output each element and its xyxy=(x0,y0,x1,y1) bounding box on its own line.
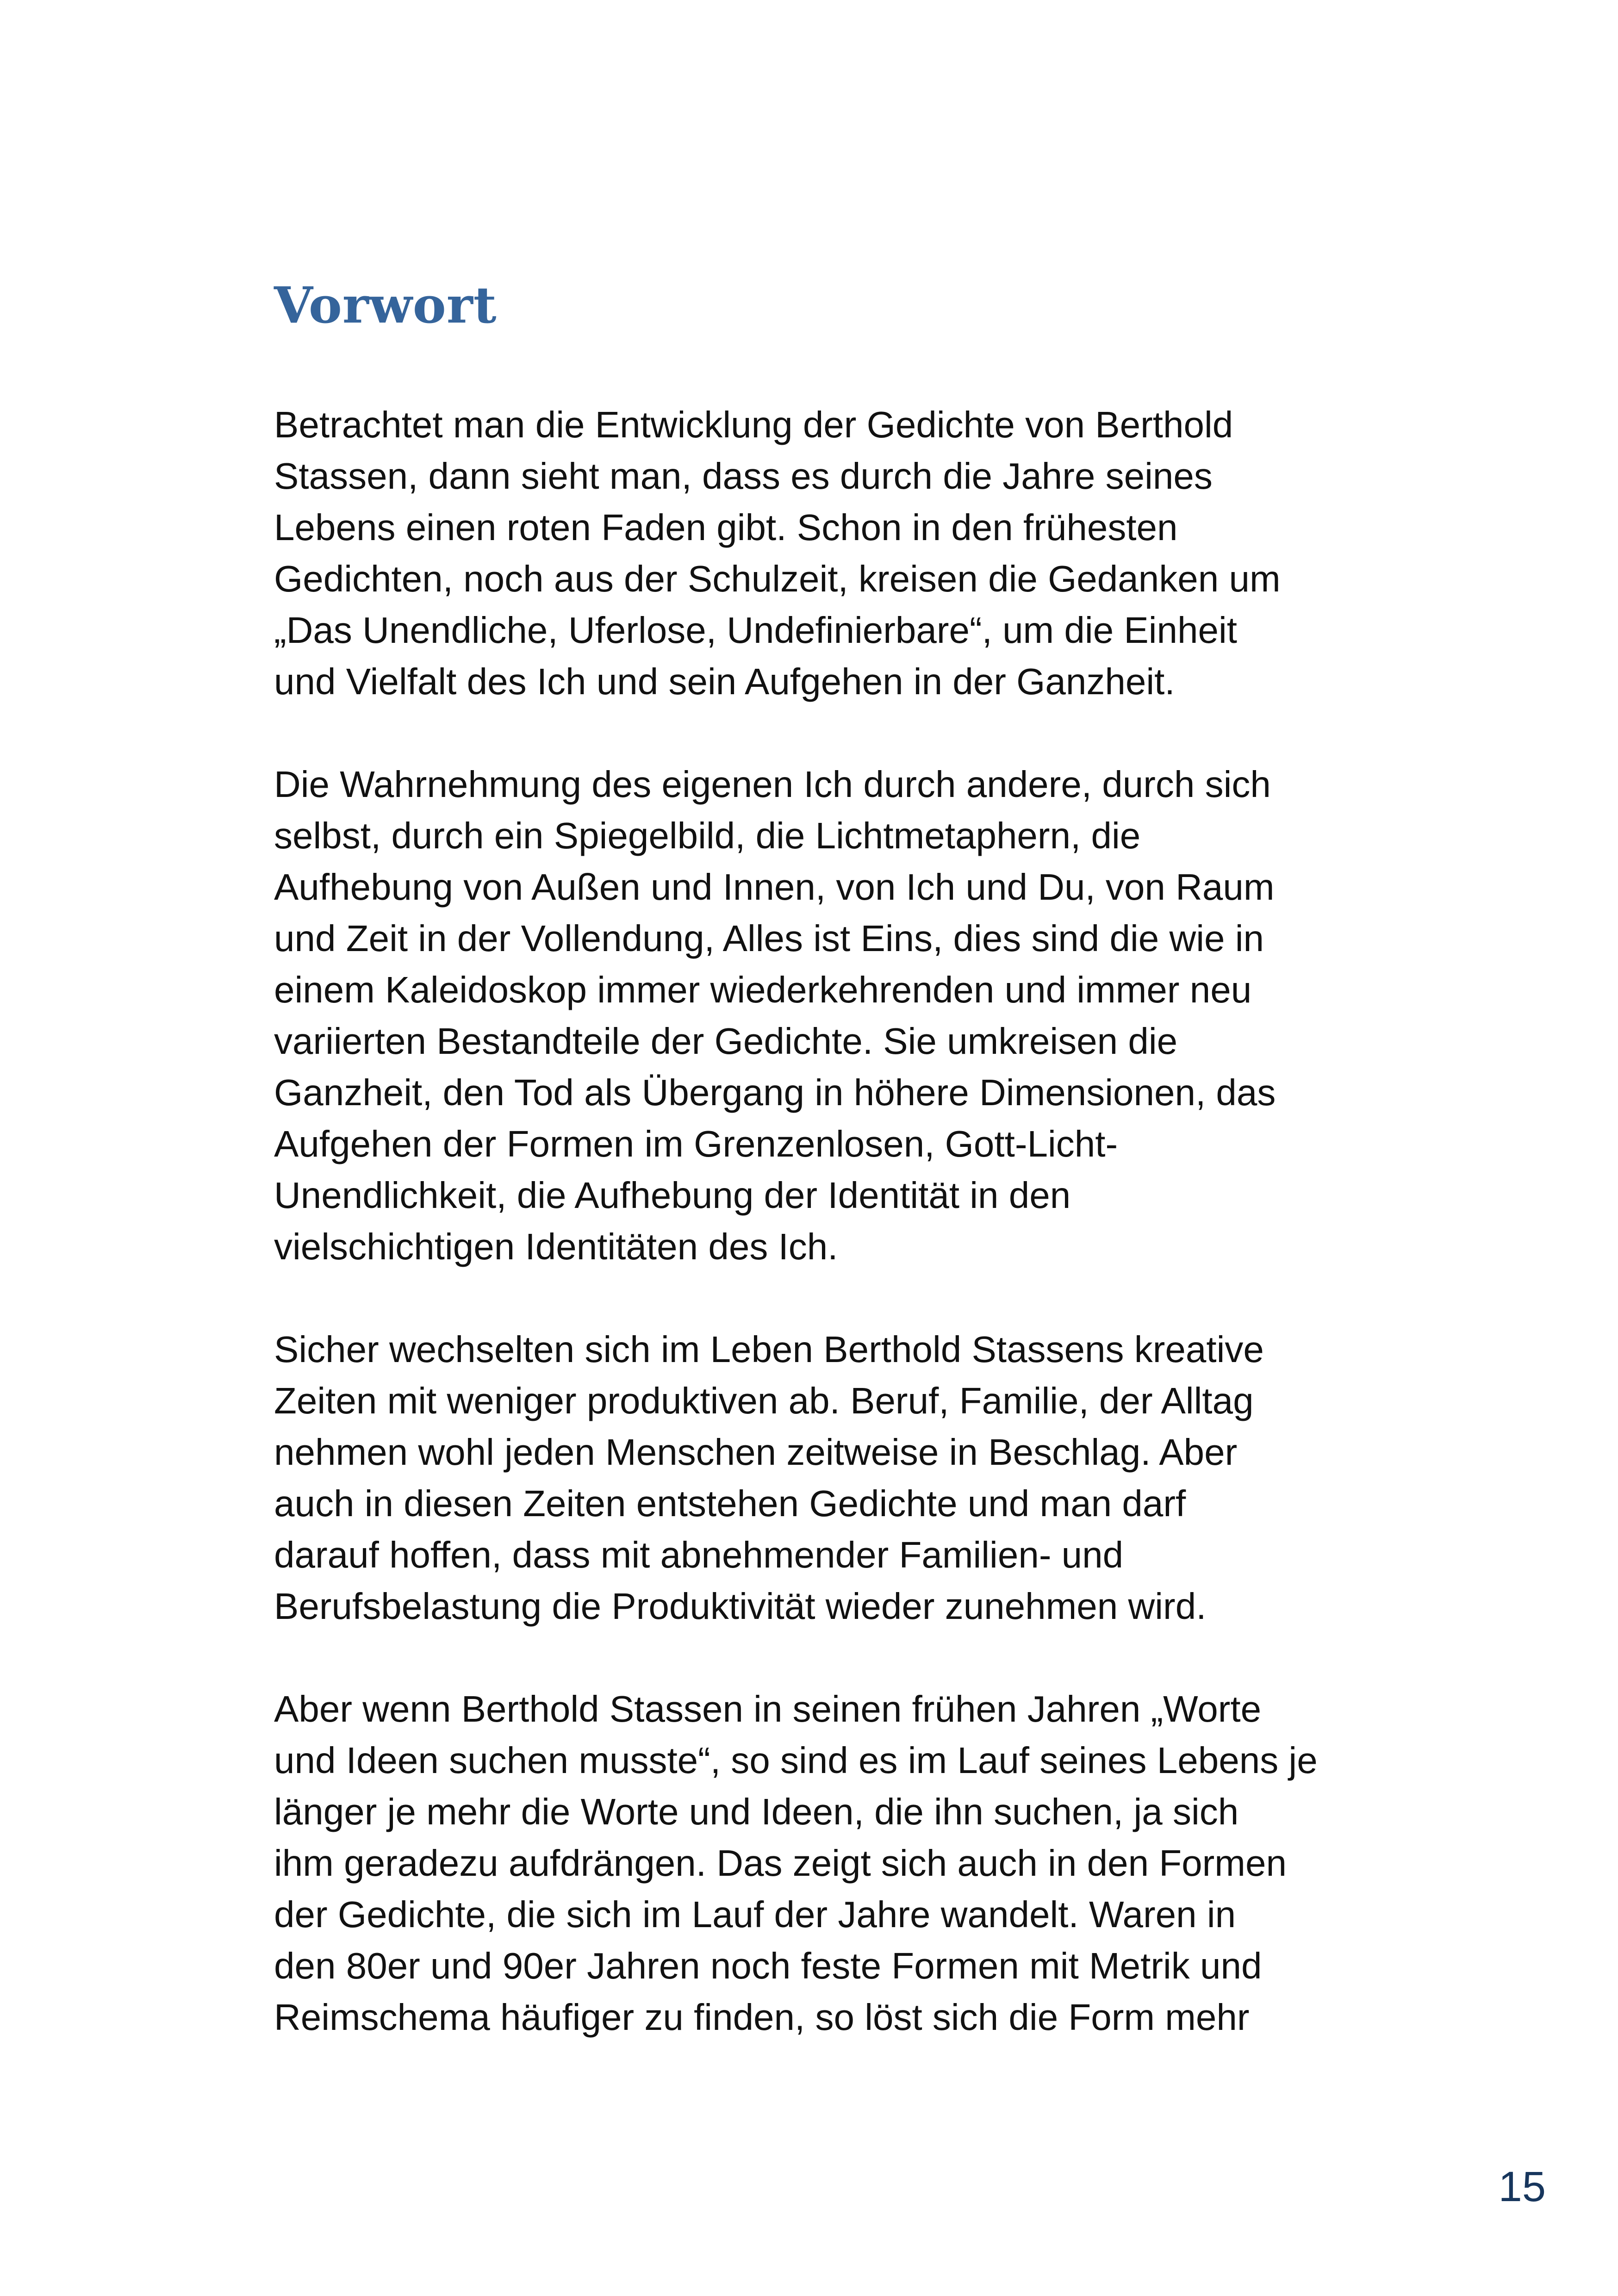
text-line: Betrachtet man die Entwicklung der Gedichte von Berthold xyxy=(274,404,1233,445)
text-line: der Gedichte, die sich im Lauf der Jahre wandelt. Waren in xyxy=(274,1894,1236,1935)
paragraph-1 xyxy=(274,399,1385,707)
paragraph-2 xyxy=(274,759,1385,1272)
text-line: Gedichten, noch aus der Schulzeit, kreisen die Gedanken um xyxy=(274,558,1281,599)
text-line: Sicher wechselten sich im Leben Berthold Stassens kreative xyxy=(274,1329,1264,1370)
text-line: und Vielfalt des Ich und sein Aufgehen in der Ganzheit. xyxy=(274,661,1175,702)
text-line: Lebens einen roten Faden gibt. Schon in den frühesten xyxy=(274,507,1178,548)
text-line: Aufgehen der Formen im Grenzenlosen, Gott-Licht- xyxy=(274,1123,1118,1164)
text-line: nehmen wohl jeden Menschen zeitweise in Beschlag. Aber xyxy=(274,1431,1238,1473)
text-line: darauf hoffen, dass mit abnehmender Familien- und xyxy=(274,1534,1124,1575)
text-line: „Das Unendliche, Uferlose, Undefinierbare“, um die Einheit xyxy=(274,610,1238,651)
page-number: 15 xyxy=(1498,2163,1546,2210)
body-text xyxy=(274,399,1385,2043)
text-line: Aufhebung von Außen und Innen, von Ich und Du, von Raum xyxy=(274,866,1275,908)
text-line: den 80er und 90er Jahren noch feste Formen mit Metrik und xyxy=(274,1945,1262,1986)
text-line: einem Kaleidoskop immer wiederkehrenden und immer neu xyxy=(274,969,1252,1010)
text-line: Die Wahrnehmung des eigenen Ich durch andere, durch sich xyxy=(274,764,1271,805)
paragraph-4 xyxy=(274,1683,1385,2043)
text-line: vielschichtigen Identitäten des Ich. xyxy=(274,1226,838,1267)
text-line: variierten Bestandteile der Gedichte. Sie umkreisen die xyxy=(274,1020,1178,1062)
page-title: Vorwort xyxy=(274,276,497,335)
text-line: Aber wenn Berthold Stassen in seinen frühen Jahren „Worte xyxy=(274,1688,1262,1730)
text-line: ihm geradezu aufdrängen. Das zeigt sich auch in den Formen xyxy=(274,1842,1287,1884)
text-line: und Zeit in der Vollendung, Alles ist Eins, dies sind die wie in xyxy=(274,918,1264,959)
text-line: Unendlichkeit, die Aufhebung der Identität in den xyxy=(274,1175,1071,1216)
text-line: auch in diesen Zeiten entstehen Gedichte und man darf xyxy=(274,1483,1186,1524)
paragraph-3 xyxy=(274,1324,1385,1632)
text-line: Reimschema häufiger zu finden, so löst sich die Form mehr xyxy=(274,1997,1250,2038)
text-line: selbst, durch ein Spiegelbild, die Lichtmetaphern, die xyxy=(274,815,1141,856)
text-line: und Ideen suchen musste“, so sind es im Lauf seines Lebens je xyxy=(274,1740,1318,1781)
text-line: Stassen, dann sieht man, dass es durch die Jahre seines xyxy=(274,455,1213,497)
text-line: Zeiten mit weniger produktiven ab. Beruf, Familie, der Alltag xyxy=(274,1380,1254,1421)
text-line: länger je mehr die Worte und Ideen, die ihn suchen, ja sich xyxy=(274,1791,1239,1832)
text-line: Berufsbelastung die Produktivität wieder zunehmen wird. xyxy=(274,1586,1207,1627)
text-line: Ganzheit, den Tod als Übergang in höhere Dimensionen, das xyxy=(274,1072,1276,1113)
